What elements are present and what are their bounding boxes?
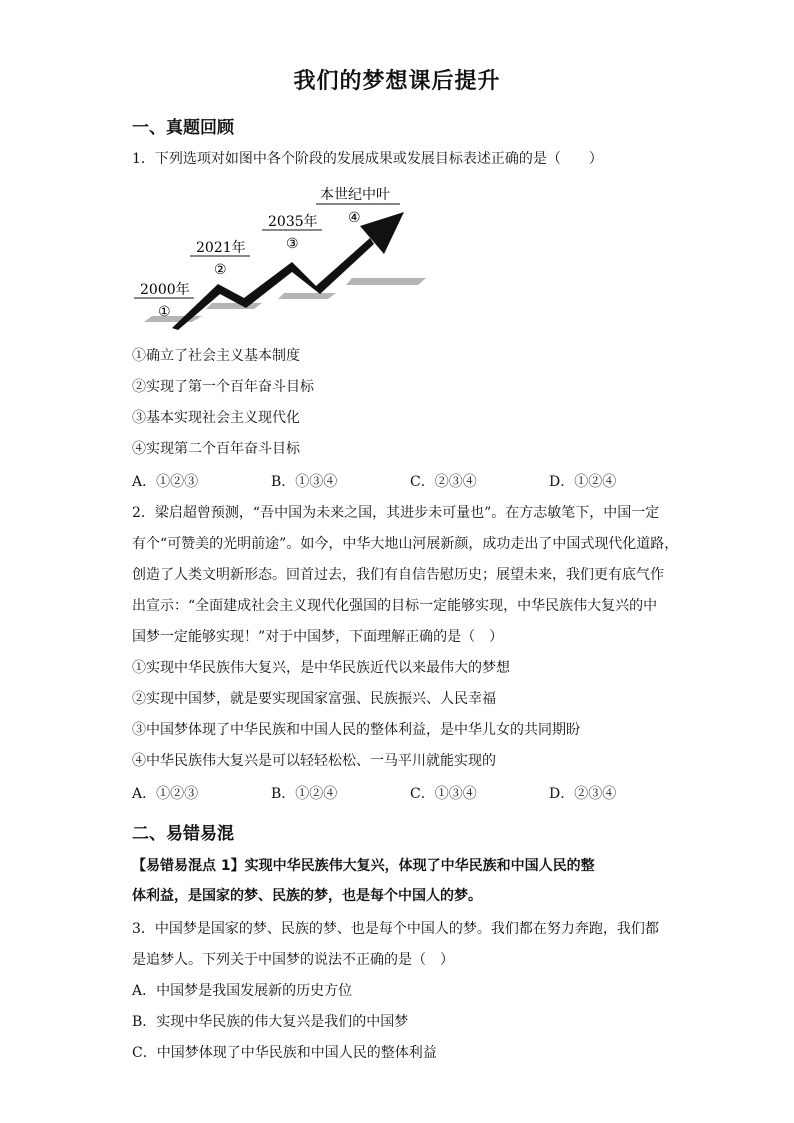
q3-line-1: 3．中国梦是国家的梦、民族的梦、也是每个中国人的梦。我们都在努力奔跑，我们都 <box>132 921 659 937</box>
q2-item-1: ①实现中华民族伟大复兴，是中华民族近代以来最伟大的梦想 <box>132 660 510 676</box>
platform-3 <box>278 293 336 299</box>
q2-item-3: ③中国梦体现了中华民族和中国人民的整体利益，是中华儿女的共同期盼 <box>132 722 580 738</box>
q2-option-a[interactable]: A．①②③ <box>132 786 199 802</box>
marker-1: ① <box>158 304 171 320</box>
q1-item-3: ③基本实现社会主义现代化 <box>132 410 300 426</box>
label-century: 本世纪中叶 <box>320 187 390 203</box>
platform-4 <box>346 278 426 285</box>
q2-line-4: 出宣示：“全面建成社会主义现代化强国的目标一定能够实现，中华民族伟大复兴的中 <box>132 598 658 614</box>
marker-2: ② <box>214 262 227 278</box>
platform-2 <box>206 303 262 309</box>
q2-line-2: 有个“可赞美的光明前途”。如今，中华大地山河展新颜，成功走出了中国式现代化道路， <box>132 536 679 552</box>
error-point-1-line-2: 体利益，是国家的梦、民族的梦，也是每个中国人的梦。 <box>132 888 482 904</box>
q3-option-c[interactable]: C．中国梦体现了中华民族和中国人民的整体利益 <box>132 1045 437 1061</box>
q1-item-2: ②实现了第一个百年奋斗目标 <box>132 379 314 395</box>
section-heading-1: 一、真题回顾 <box>132 118 234 138</box>
section-heading-2: 二、易错易混 <box>132 824 234 844</box>
label-2000: 2000年 <box>140 282 190 298</box>
q2-line-1: 2．梁启超曾预测，“吾中国为未来之国，其进步未可量也”。在方志敏笔下，中国一定 <box>132 505 660 521</box>
development-stages-figure <box>132 180 432 330</box>
error-point-1-line-1: 【易错易混点 1】实现中华民族伟大复兴，体现了中华民族和中国人民的整 <box>132 858 595 874</box>
q3-option-b[interactable]: B．实现中华民族的伟大复兴是我们的中国梦 <box>132 1014 409 1030</box>
label-2021: 2021年 <box>196 240 246 256</box>
q2-option-b[interactable]: B．①②④ <box>271 786 338 802</box>
label-2035: 2035年 <box>268 214 318 230</box>
q2-option-c[interactable]: C．①③④ <box>410 786 477 802</box>
page-title: 我们的梦想课后提升 <box>293 69 501 94</box>
platform-1 <box>144 316 202 322</box>
q1-option-a[interactable]: A．①②③ <box>132 474 199 490</box>
q2-item-4: ④中华民族伟大复兴是可以轻轻松松、一马平川就能实现的 <box>132 753 496 769</box>
q3-line-2: 是追梦人。下列关于中国梦的说法不正确的是（ ） <box>132 952 454 968</box>
q3-option-a[interactable]: A．中国梦是我国发展新的历史方位 <box>132 983 353 999</box>
q1-option-b[interactable]: B．①③④ <box>271 474 338 490</box>
marker-3: ③ <box>286 236 299 252</box>
q1-option-c[interactable]: C．②③④ <box>410 474 477 490</box>
question-1-stem: 1．下列选项对如图中各个阶段的发展成果或发展目标表述正确的是（ ） <box>132 151 603 167</box>
marker-4: ④ <box>348 210 361 226</box>
q1-item-1: ①确立了社会主义基本制度 <box>132 348 300 364</box>
q1-item-4: ④实现第二个百年奋斗目标 <box>132 441 300 457</box>
q2-line-3: 创造了人类文明新形态。回首过去，我们有自信告慰历史；展望未来，我们更有底气作 <box>132 567 664 583</box>
q2-line-5: 国梦一定能够实现！”对于中国梦，下面理解正确的是（ ） <box>132 629 504 645</box>
q2-item-2: ②实现中国梦，就是要实现国家富强、民族振兴、人民幸福 <box>132 691 496 707</box>
q2-option-d[interactable]: D．②③④ <box>549 786 617 802</box>
q1-option-d[interactable]: D．①②④ <box>549 474 617 490</box>
